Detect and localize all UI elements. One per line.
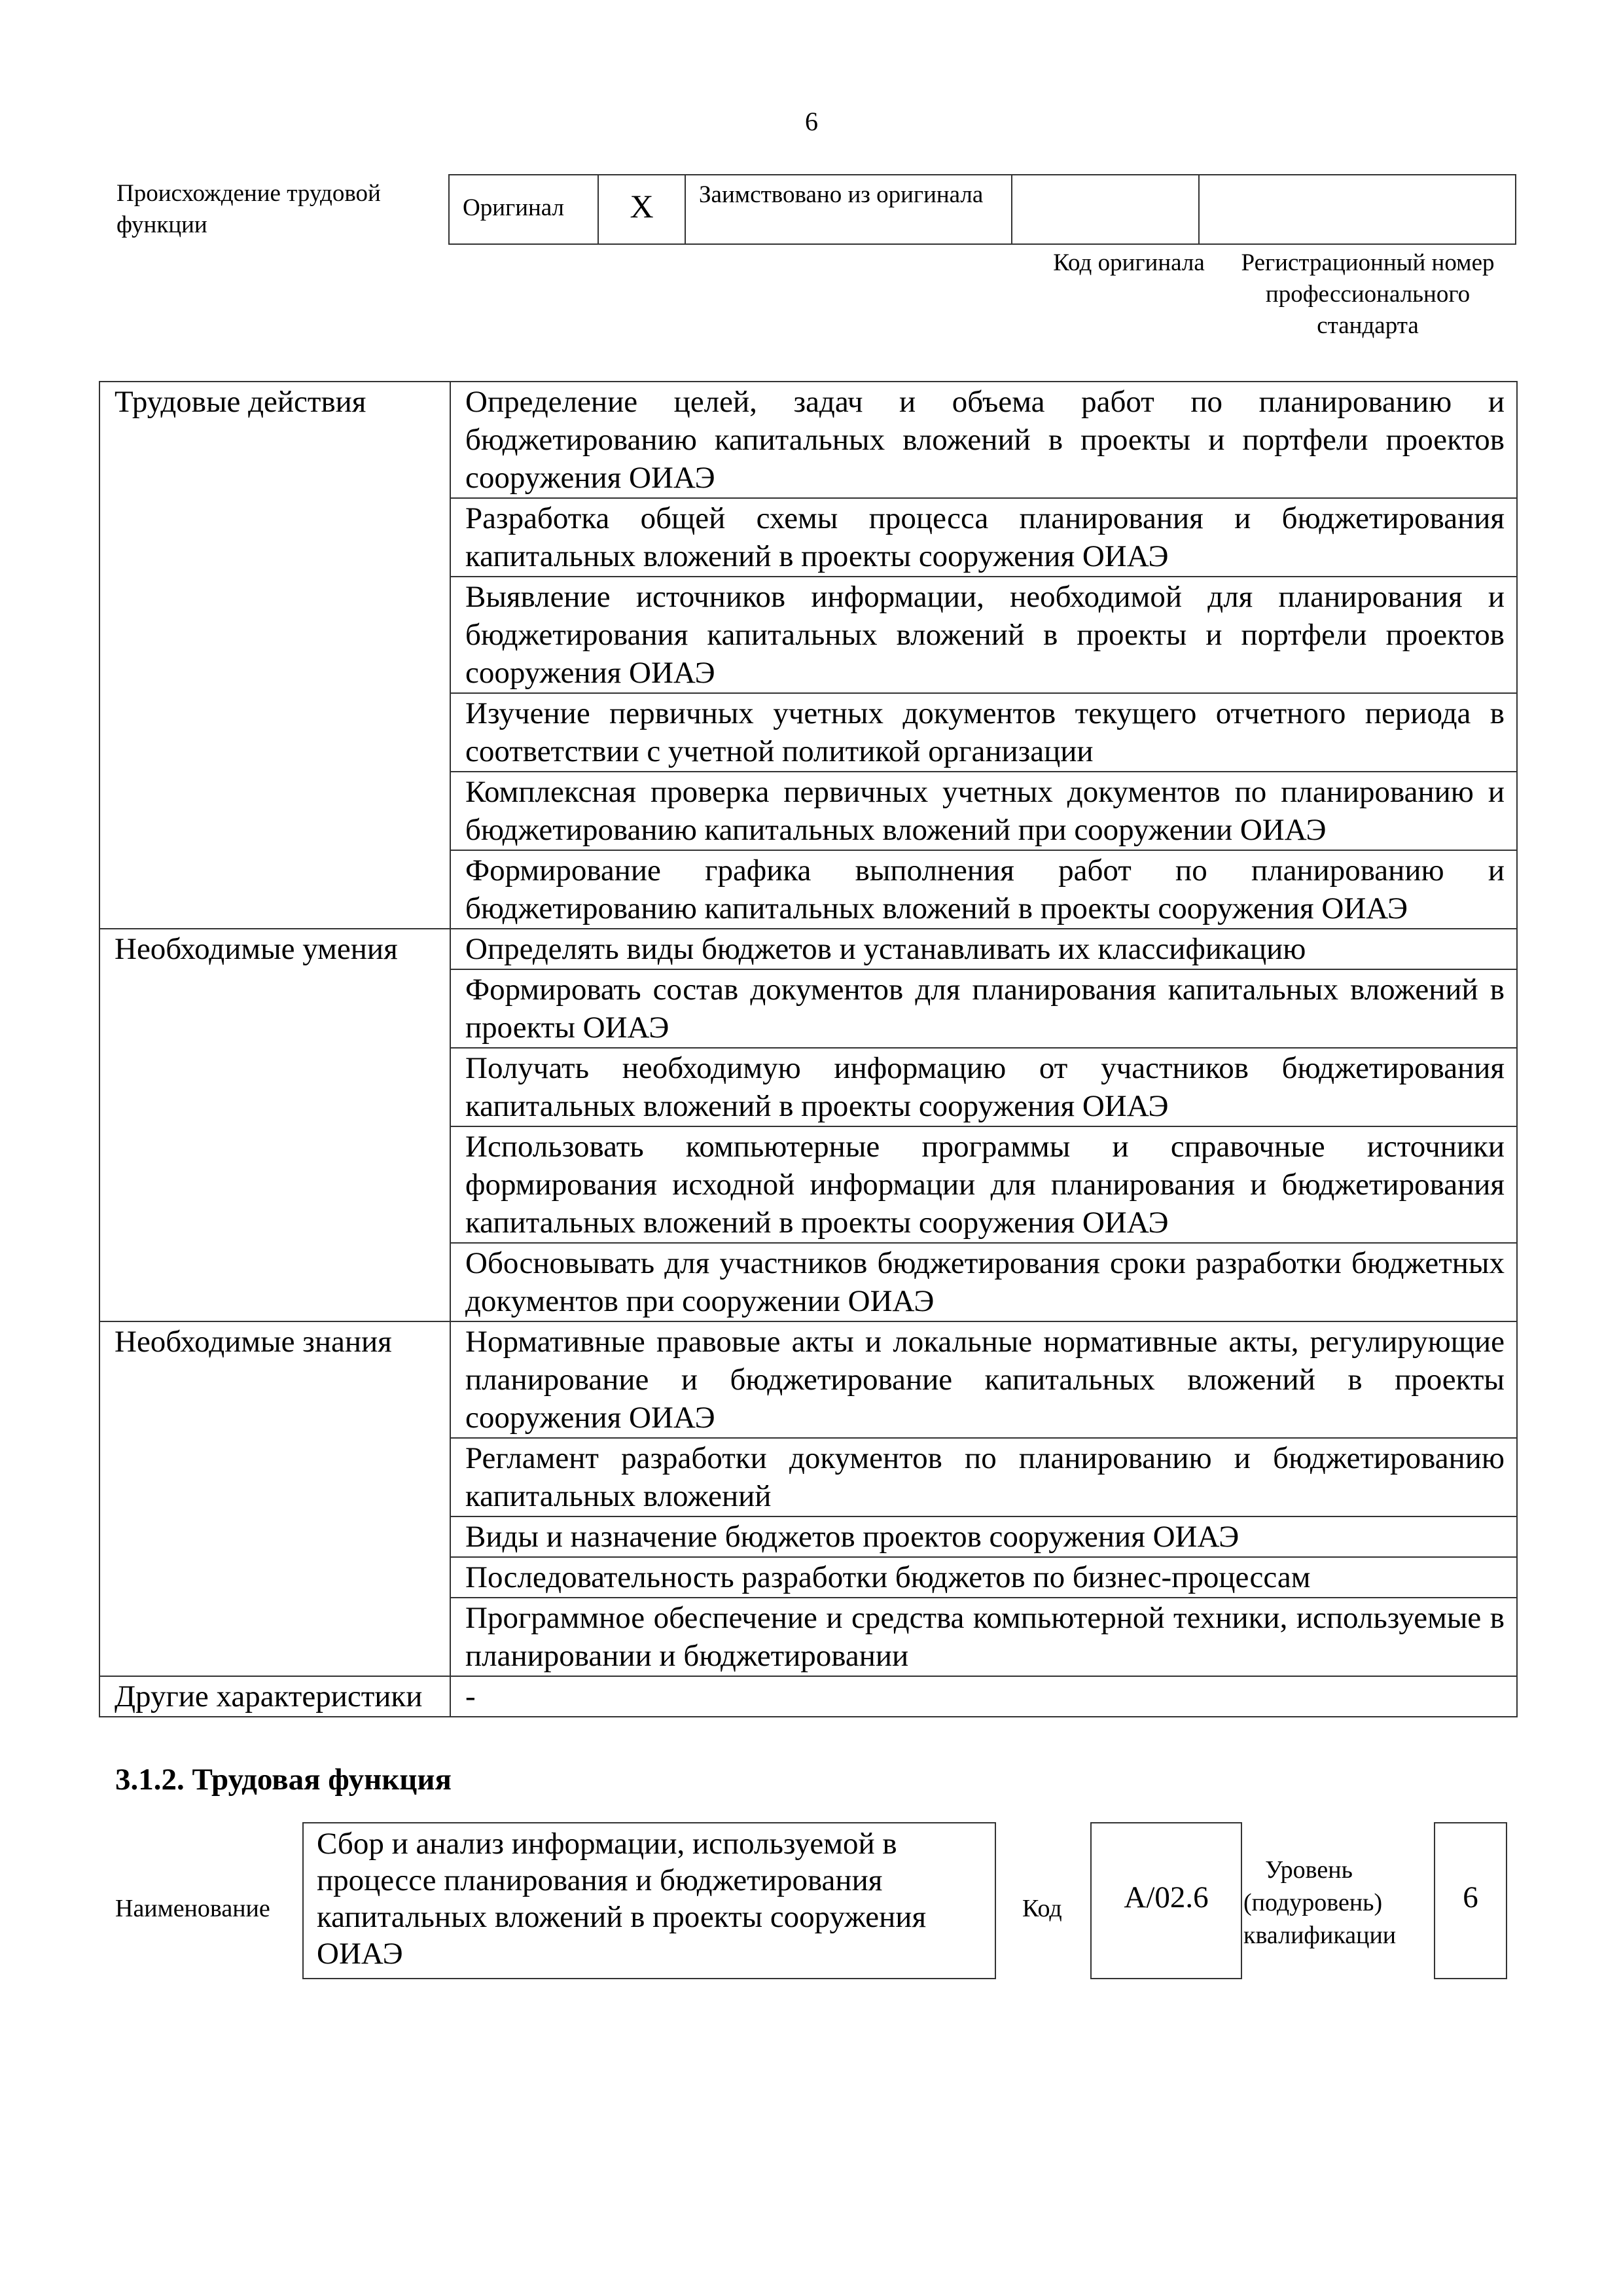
page-number: 6 — [805, 107, 818, 136]
function-name: Сбор и анализ информации, используемой в процессе планирования и бюджетирования капитальных вложений в проекты сооружения ОИАЭ — [302, 1822, 996, 1979]
table-cell: Программное обеспечение и средства компьютерной техники, используемые в планировании и бюджетировании — [450, 1598, 1517, 1676]
table-cell: Использовать компьютерные программы и справочные источники формирования исходной информации для планирования и бюджетирования капитальных вложений в проекты сооружения ОИАЭ — [450, 1126, 1517, 1243]
table-cell: - — [450, 1676, 1517, 1717]
table-cell: Последовательность разработки бюджетов по бизнес-процессам — [450, 1557, 1517, 1598]
table-cell: Комплексная проверка первичных учетных документов по планированию и бюджетированию капитальных вложений при сооружении ОИАЭ — [450, 772, 1517, 850]
table-cell: Изучение первичных учетных документов текущего отчетного периода в соответствии с учетной политикой организации — [450, 693, 1517, 772]
table-row — [99, 1321, 1517, 1438]
origin-box — [448, 174, 1516, 245]
table-cell: Регламент разработки документов по планированию и бюджетированию капитальных вложений — [450, 1438, 1517, 1516]
origin-original-cell — [450, 175, 599, 243]
origin-original-label: Оригинал — [463, 194, 565, 221]
group-label: Трудовые действия — [99, 382, 450, 929]
name-label: Наименование — [115, 1895, 270, 1922]
table-cell: Формирование графика выполнения работ по планированию и бюджетированию капитальных вложений в проекты сооружения ОИАЭ — [450, 850, 1517, 929]
table-cell: Виды и назначение бюджетов проектов сооружения ОИАЭ — [450, 1516, 1517, 1557]
level-label: Уровень (подуровень) квалификации — [1243, 1856, 1397, 1949]
table-cell: Выявление источников информации, необходимой для планирования и бюджетирования капитальных вложений в проекты и портфели проектов сооружения ОИАЭ — [450, 577, 1517, 693]
table-row — [99, 382, 1517, 498]
original-code-caption: Код оригинала — [1053, 249, 1205, 276]
group-label: Необходимые знания — [99, 1321, 450, 1676]
code-label: Код — [1022, 1895, 1062, 1922]
origin-borrowed-label: Заимствовано из оригинала — [699, 181, 984, 208]
origin-mark: X — [630, 188, 654, 224]
origin-mark-cell — [599, 175, 686, 243]
table-row — [99, 929, 1517, 969]
table-cell: Разработка общей схемы процесса планирования и бюджетирования капитальных вложений в проекты сооружения ОИАЭ — [450, 498, 1517, 577]
qualification-level: 6 — [1434, 1822, 1507, 1979]
reg-number-caption: Регистрационный номер профессионального стандарта — [1241, 249, 1495, 339]
table-cell: Обосновывать для участников бюджетирования сроки разработки бюджетных документов при сооружении ОИАЭ — [450, 1243, 1517, 1321]
function-code: А/02.6 — [1090, 1822, 1242, 1979]
table-cell: Получать необходимую информацию от участников бюджетирования капитальных вложений в проекты сооружения ОИАЭ — [450, 1048, 1517, 1126]
labor-function-table — [99, 381, 1518, 1717]
origin-label: Происхождение трудовой функции — [116, 180, 381, 238]
table-cell: Определение целей, задач и объема работ по планированию и бюджетированию капитальных вложений в проекты и портфели проектов сооружения ОИАЭ — [450, 382, 1517, 498]
table-cell: Определять виды бюджетов и устанавливать их классификацию — [450, 929, 1517, 969]
section-title: 3.1.2. Трудовая функция — [115, 1763, 452, 1797]
origin-reg-number-cell — [1200, 175, 1515, 243]
group-label: Другие характеристики — [99, 1676, 450, 1717]
table-cell: Нормативные правовые акты и локальные нормативные акты, регулирующие планирование и бюджетирование капитальных вложений в проекты сооружения ОИАЭ — [450, 1321, 1517, 1438]
group-label: Необходимые умения — [99, 929, 450, 1321]
table-cell: Формировать состав документов для планирования капитальных вложений в проекты ОИАЭ — [450, 969, 1517, 1048]
table-row — [99, 1676, 1517, 1717]
origin-borrowed-cell — [686, 175, 1012, 243]
origin-code-cell — [1012, 175, 1200, 243]
